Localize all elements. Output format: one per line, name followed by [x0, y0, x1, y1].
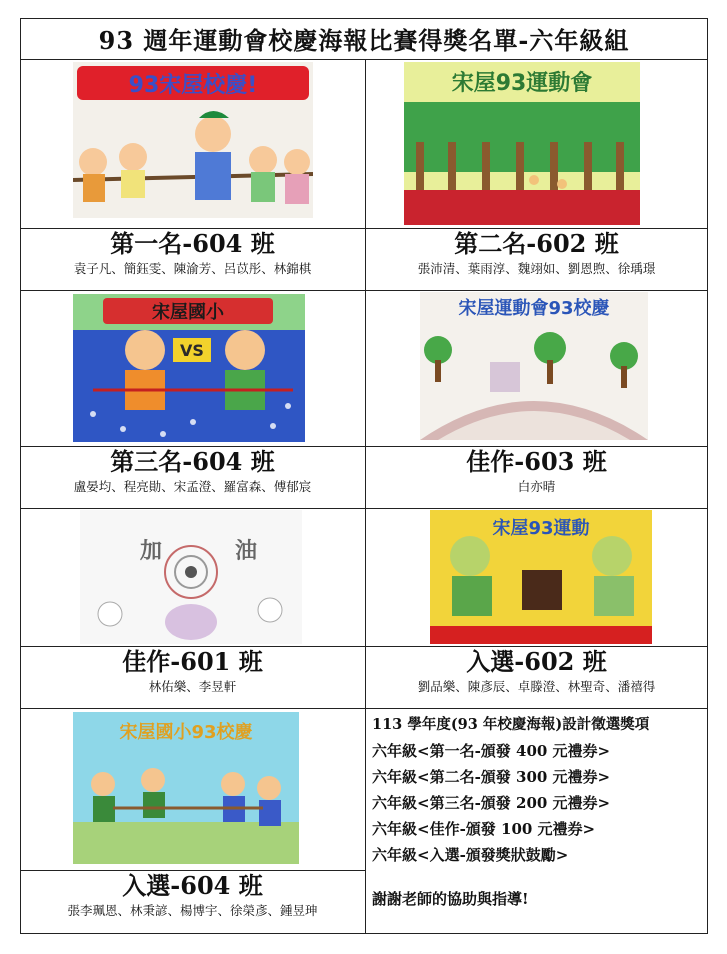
poster-banner-text: 宋屋國小 [152, 302, 224, 323]
svg-text:油: 油 [235, 539, 258, 564]
award-caption [20, 648, 365, 695]
award-caption [20, 448, 365, 495]
student-names: 袁子凡、簡鈺雯、陳渝芳、呂苡彤、林錦棋 [73, 260, 312, 276]
poster-image-selected-604 [73, 712, 299, 864]
prize-item: 六年級<入選-頒發獎狀鼓勵> [372, 846, 569, 864]
poster-banner-text: 宋屋運動會93校慶 [458, 298, 610, 319]
prize-info-heading: 113 學年度(93 年校慶海報)設計徵選獎項 [372, 716, 650, 733]
student-names: 林佑樂、李昱軒 [148, 678, 237, 694]
award-label: 第三名-604 班 [110, 447, 275, 476]
prize-item: 六年級<第二名-頒發 300 元禮券> [372, 768, 611, 786]
svg-text:VS: VS [180, 341, 204, 360]
award-label: 佳作-601 班 [122, 647, 263, 676]
poster-banner-text: 宋屋93運動會 [451, 71, 593, 96]
prize-item: 六年級<第三名-頒發 200 元禮券> [372, 794, 611, 812]
student-names: 白亦晴 [517, 478, 556, 494]
poster-image-first-604 [73, 62, 313, 218]
student-names: 張沛清、葉雨淳、魏翊如、劉恩煦、徐瑀璟 [417, 260, 656, 276]
row-divider [20, 508, 708, 509]
award-caption [20, 230, 365, 277]
award-label: 第一名-604 班 [110, 229, 275, 258]
poster-banner-text: 宋屋93運動 [492, 518, 590, 539]
row-divider [20, 708, 708, 709]
poster-image-third-604 [73, 294, 305, 442]
poster-image-honorable-603 [420, 292, 648, 440]
poster-image-second-602 [404, 62, 640, 225]
poster-banner-text: 宋屋國小93校慶 [119, 722, 253, 743]
svg-text:加: 加 [140, 539, 163, 564]
poster-image-selected-602 [430, 510, 652, 644]
column-divider [365, 60, 366, 934]
award-label: 入選-604 班 [122, 871, 263, 900]
prize-info-panel [372, 712, 702, 912]
row-divider [20, 290, 708, 291]
award-caption [365, 648, 708, 695]
award-label: 佳作-603 班 [466, 447, 607, 476]
prize-item: 六年級<佳作-頒發 100 元禮券> [372, 820, 596, 838]
student-names: 張李珮恩、林秉諺、楊博宇、徐榮彥、鍾昱珅 [67, 902, 318, 918]
thanks-note: 謝謝老師的協助與指導! [372, 890, 529, 908]
poster-banner-text: 93宋屋校慶! [128, 73, 258, 98]
student-names: 盧晏均、程亮勛、宋孟澄、羅富森、傅郁宸 [73, 478, 312, 494]
award-caption [20, 872, 365, 919]
student-names: 劉品樂、陳彥辰、卓滕澄、林聖奇、潘禧得 [417, 678, 656, 694]
award-caption [365, 448, 708, 495]
award-caption [365, 230, 708, 277]
prize-item: 六年級<第一名-頒發 400 元禮券> [372, 742, 611, 760]
award-label: 第二名-602 班 [454, 229, 619, 258]
page-title: 93 週年運動會校慶海報比賽得獎名單-六年級組 [20, 18, 708, 60]
poster-image-honorable-601 [80, 510, 302, 644]
award-label: 入選-602 班 [466, 647, 607, 676]
